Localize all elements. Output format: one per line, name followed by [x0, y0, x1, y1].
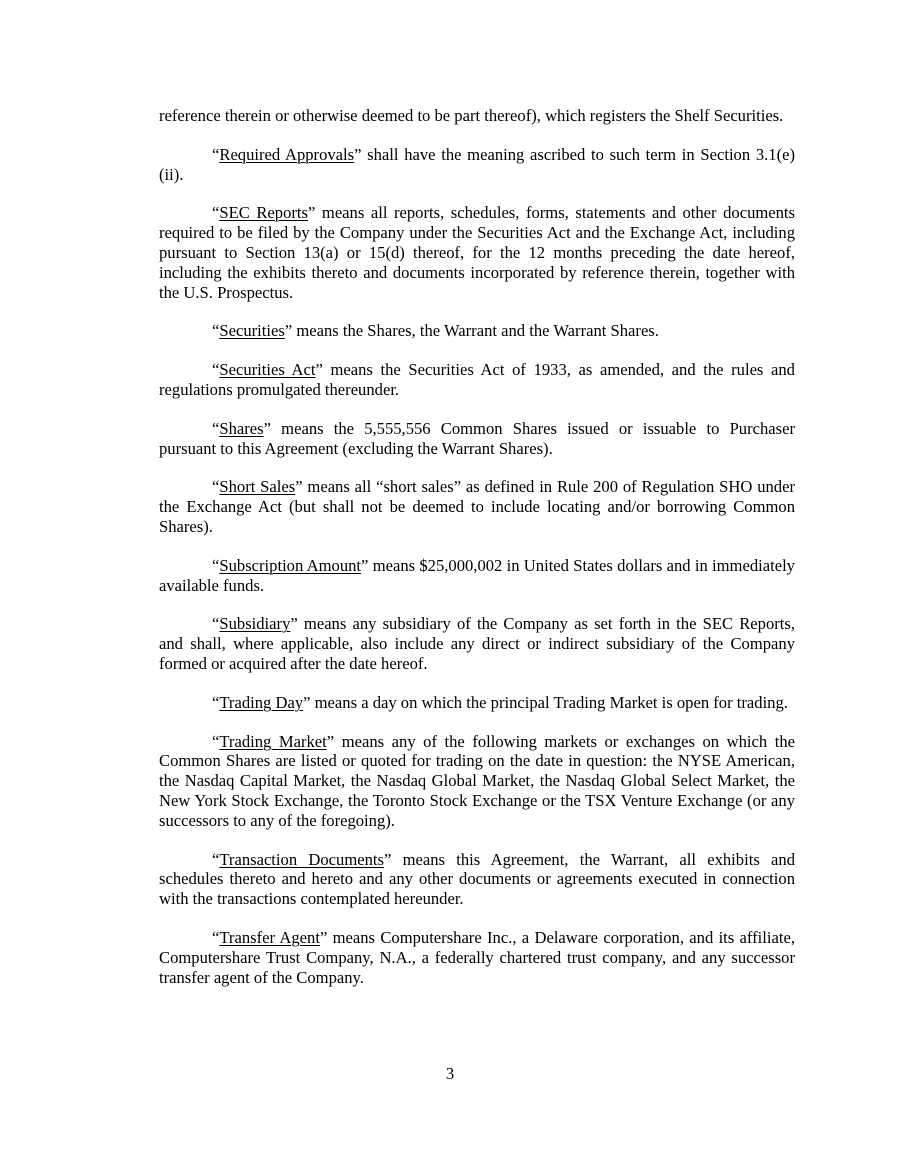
- close-quote: ”: [303, 692, 311, 712]
- definition-required-approvals: [159, 145, 795, 185]
- definition-text: means the Shares, the Warrant and the Warrant Shares.: [292, 321, 659, 341]
- definition-securities: [159, 321, 795, 341]
- definition-transfer-agent: [159, 928, 795, 987]
- definition-text: means the 5,555,556 Common Shares issued or issuable to Purchaser pursuant to this Agreement (excluding the Warrant Shares).: [159, 418, 795, 458]
- close-quote: ”: [315, 360, 323, 380]
- definition-text: means any subsidiary of the Company as set forth in the SEC Reports, and shall, where applicable, also include any direct or indirect subsidiary of the Company formed or acquired after the date hereof.: [159, 614, 795, 673]
- close-quote: ”: [263, 418, 271, 438]
- defined-term: Short Sales: [219, 477, 296, 497]
- open-quote: “: [212, 418, 220, 438]
- defined-term: Trading Market: [219, 731, 327, 751]
- continuation-paragraph: reference therein or otherwise deemed to be part thereof), which registers the Shelf Securities.: [159, 106, 784, 125]
- definition-transaction-documents: [159, 850, 795, 909]
- open-quote: “: [212, 849, 220, 869]
- definition-text: means this Agreement, the Warrant, all exhibits and schedules thereto and hereto and any other documents or agreements executed in connection with the transactions contemplated hereunder.: [159, 849, 795, 909]
- close-quote: ”: [284, 321, 293, 341]
- definition-securities-act: [159, 360, 795, 400]
- open-quote: “: [212, 731, 220, 751]
- defined-term: Securities Act: [219, 360, 316, 380]
- definition-subscription-amount: [159, 556, 795, 596]
- defined-term: Transaction Documents: [219, 849, 384, 869]
- definition-text: means all “short sales” as defined in Rule 200 of Regulation SHO under the Exchange Act (but shall not be deemed to include locating and/or borrowing Common Shares).: [159, 477, 795, 536]
- defined-term: Subsidiary: [219, 614, 291, 634]
- definition-short-sales: [159, 477, 795, 536]
- definition-sec-reports: [159, 203, 795, 302]
- close-quote: ”: [383, 849, 392, 869]
- open-quote: “: [212, 555, 220, 575]
- definition-text: shall have the meaning ascribed to such term in Section 3.1(e)(ii).: [159, 144, 796, 184]
- defined-term: Subscription Amount: [219, 555, 362, 575]
- definition-text: means all reports, schedules, forms, statements and other documents required to be filed by the Company under the Securities Act and the Exchange Act, including pursuant to Section 13(a) or 15(d) thereof, for the 12 months preceding the date hereof, including the exhibits thereto and documents incorporated by reference therein, together with the U.S. Prospectus.: [159, 203, 795, 302]
- close-quote: ”: [354, 144, 362, 164]
- defined-term: Securities: [219, 321, 285, 341]
- definition-subsidiary: [159, 614, 795, 673]
- page-number: 3: [445, 1064, 455, 1083]
- open-quote: “: [212, 203, 220, 223]
- close-quote: ”: [319, 927, 328, 947]
- definition-text: means the Securities Act of 1933, as amended, and the rules and regulations promulgated thereunder.: [159, 360, 795, 399]
- document-body: [159, 106, 795, 1006]
- open-quote: “: [212, 144, 220, 164]
- definition-trading-market: [159, 732, 795, 831]
- definition-text: means Computershare Inc., a Delaware corporation, and its affiliate, Computershare Trust Company, N.A., a federally chartered trust company, and any successor transfer agent of the Company.: [159, 927, 795, 987]
- open-quote: “: [212, 692, 220, 712]
- open-quote: “: [212, 321, 220, 341]
- defined-term: SEC Reports: [219, 203, 308, 223]
- definition-text: means $25,000,002 in United States dollars and in immediately available funds.: [159, 555, 795, 595]
- defined-term: Required Approvals: [219, 144, 355, 164]
- defined-term: Transfer Agent: [219, 927, 320, 947]
- close-quote: ”: [326, 731, 335, 751]
- open-quote: “: [212, 360, 220, 380]
- definition-text: means a day on which the principal Trading Market is open for trading.: [310, 692, 788, 712]
- defined-term: Trading Day: [219, 692, 304, 712]
- close-quote: ”: [290, 614, 298, 634]
- definition-trading-day: [159, 693, 795, 713]
- definition-text: means any of the following markets or exchanges on which the Common Shares are listed or quoted for trading on the date in question: the NYSE American, the Nasdaq Capital Market, the Nasdaq Global Market, the Nasdaq Global Select Market, the New York Stock Exchange, the Toronto Stock Exchange or the TSX Venture Exchange (or any successors to any of the foregoing).: [159, 731, 796, 830]
- defined-term: Shares: [219, 418, 264, 438]
- close-quote: ”: [307, 203, 316, 223]
- open-quote: “: [212, 927, 220, 947]
- definition-shares: [159, 419, 795, 459]
- close-quote: ”: [295, 477, 303, 497]
- open-quote: “: [212, 614, 220, 634]
- close-quote: ”: [361, 555, 369, 575]
- open-quote: “: [212, 477, 220, 497]
